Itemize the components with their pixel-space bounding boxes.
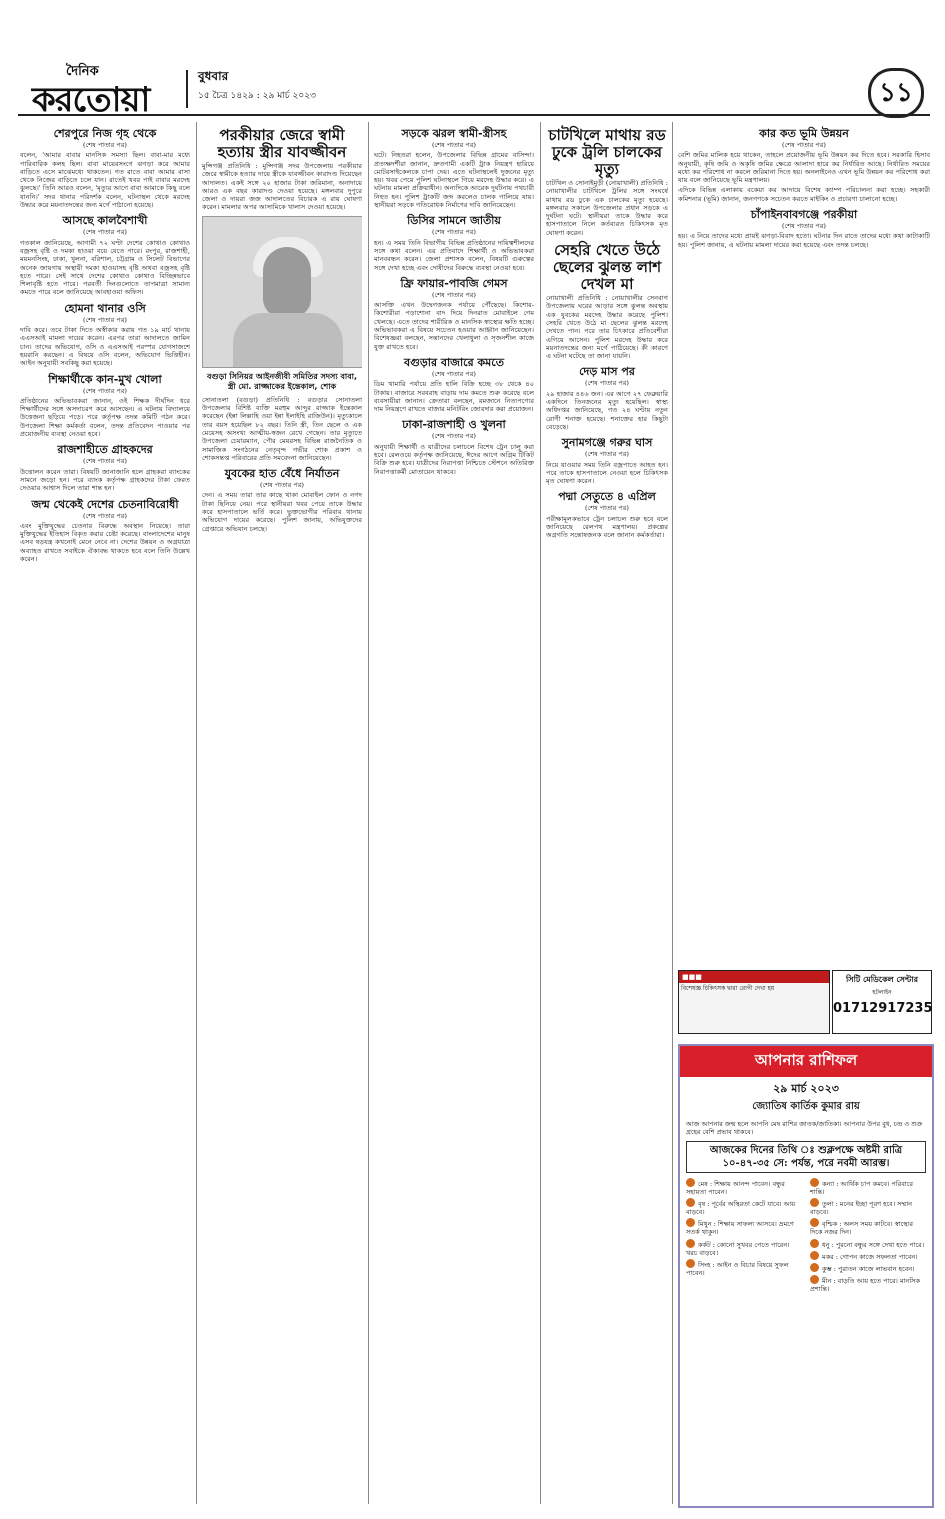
headline[interactable]: শিক্ষার্থীকে কান-মুখ খোলা — [48, 372, 162, 386]
article-text: ২৯ হাজার ৪৪৬ জন। এর আগে ২৭ ফেব্রুয়ারি একদিনে তিনজনের মৃত্যু হয়েছিল। স্বাস্থ্য অধিদপ্তর জানিয়েছে, গত ২৪ ঘণ্টায় নতুন রোগী শনাক্ত হয়েছে। শনাক্তের হার কিছুটা বেড়েছে। — [546, 389, 668, 431]
zodiac-icon — [810, 1263, 819, 1272]
article-text: এবং মুক্তিযুদ্ধের চেতনার বিরুদ্ধে অবস্থান নিয়েছে। তারা মুক্তিযুদ্ধের ইতিহাস বিকৃত করার চেষ্টা করেছে। বাংলাদেশের মানুষ এসব ষড়যন্ত্র কখনোই মেনে নেবে না। দেশের উন্নয়ন ও অগ্রযাত্রা অব্যাহত রাখতে সবাইকে ঐক্যবদ্ধ থাকতে হবে বলে তিনি উল্লেখ করেন। — [20, 521, 190, 563]
portrait-photo — [202, 216, 362, 368]
sign-entry: কর্কট : কোনো সুখবর পেতে পারেন। খরচ বাড়বে। — [686, 1240, 790, 1257]
headline[interactable]: হোমনা থানার ওসি — [64, 301, 146, 315]
zodiac-icon — [810, 1251, 819, 1260]
headline[interactable]: রাজশাহীতে গ্রাহকদের — [57, 443, 153, 457]
ad-banner: ■■■ — [679, 971, 829, 983]
continued-label: (শেষ পাতার পর) — [83, 315, 127, 324]
horoscope-date: ২৯ মার্চ ২০২৩ — [773, 1082, 839, 1095]
headline[interactable]: সড়কে ঝরল স্বামী-স্ত্রীসহ — [401, 127, 507, 140]
tithi-box: আজকের দিনের তিথি ঃ শুক্লপক্ষে অষ্টমী রাত্রি ১০-৪৭-৩৫ সে: পর্যন্ত, পরে নবমী আরম্ভ। — [686, 1141, 926, 1173]
zodiac-icon — [686, 1218, 695, 1227]
masthead-divider — [186, 70, 188, 108]
sign-entry: মীন : বাড়তি আয় হতে পারে। মানসিক প্রশান্তি। — [810, 1276, 921, 1293]
article-text: ডিম খামারি পর্যায়ে প্রতি হালি বিক্রি হচ্ছে ৩৮ থেকে ৪০ টাকায়। বাজারে সরবরাহ বাড়ায় দাম কমতে শুরু করেছে বলে ব্যবসায়ীরা জানান। ক্রেতারা বলছেন, রমজানে নিত্যপণ্যের দাম নিয়ন্ত্রণে রাখতে বাজার মনিটরিং জোরদার করা প্রয়োজন। — [374, 380, 534, 414]
horoscope-title: আপনার রাশিফল — [680, 1046, 932, 1077]
article-text: চাটখিল ও সোনাইমুড়ী (নোয়াখালী) প্রতিনিধি : নোয়াখালীর চাটখিলে ট্রলির সঙ্গে সংঘর্ষে মাথায় রড ঢুকে এক চালকের মৃত্যু হয়েছে। মঙ্গলবার সকালে উপজেলার প্রধান সড়কে এ দুর্ঘটনা ঘটে। স্থানীয়রা তাকে উদ্ধার করে হাসপাতালে নিলে কর্তব্যরত চিকিৎসক মৃত ঘোষণা করেন। — [546, 179, 668, 237]
continued-label: (শেষ পাতার পর) — [83, 141, 127, 149]
newspaper-logo-small: দৈনিক — [66, 64, 99, 79]
article-text: ঘটে। নিহতরা হলেন, উপজেলার বিভিন্ন গ্রামের বাসিন্দা। প্রত্যক্ষদর্শীরা জানান, দ্রুতগামী একটি ট্রাক নিয়ন্ত্রণ হারিয়ে মোটরসাইকেলকে চাপা দেয়। এতে ঘটনাস্থলেই দুজনের মৃত্যু হয়। খবর পেয়ে পুলিশ ঘটনাস্থলে গিয়ে মরদেহ উদ্ধার করে। এ ঘটনায় মামলা প্রক্রিয়াধীন। অন্যদিকে আরেক দুর্ঘটনায় পথচারী নিহত হন। পুলিশ ট্রাকটি জব্দ করলেও চালক পালিয়ে যায়। স্থানীয়রা সড়কে গতিরোধক নির্মাণের দাবি জানিয়েছেন। — [374, 151, 534, 210]
sign-entry: তুলা : মনের ইচ্ছা পূরণ হবে। সম্মান বাড়বে। — [810, 1200, 913, 1217]
advertisement-right[interactable] — [832, 970, 932, 1034]
column-5 — [678, 122, 930, 962]
headline[interactable]: পরকীয়ার জেরে স্বামী হত্যায় স্ত্রীর যাবজ্জীবন — [217, 126, 347, 161]
continued-label: (শেষ পাতার পর) — [585, 450, 629, 459]
article-text: নোয়াখালী প্রতিনিধি : নোয়াখালীর সেনবাগ উপজেলায় ঘরের আড়ার সঙ্গে ঝুলন্ত অবস্থায় এক যুবকের মরদেহ উদ্ধার করেছে পুলিশ। সেহরি খেতে উঠে মা ছেলের ঝুলন্ত মরদেহ দেখতে পান। পরে তার চিৎকারে প্রতিবেশীরা এগিয়ে আসেন। পুলিশ মরদেহ উদ্ধার করে ময়নাতদন্তের জন্য মর্গে পাঠিয়েছে। কী কারণে এ ঘটনা ঘটেছে তা জানা যায়নি। — [546, 294, 668, 361]
continued-label: (শেষ পাতার পর) — [432, 228, 476, 237]
zodiac-icon — [686, 1178, 695, 1187]
zodiac-icon — [810, 1198, 819, 1207]
sign-entry: বৃষ : পূর্বের অস্থিরতা কেটে যাবে। আয় বাড়বে। — [686, 1200, 796, 1217]
continued-label: (শেষ পাতার পর) — [260, 481, 304, 490]
sign-entry: মকর : গোপন কাজে সফলতা পাবেন। — [810, 1251, 926, 1261]
masthead — [18, 64, 930, 120]
sign-entry: কুম্ভ : পুরাতন কাজে লাভবান হবেন। — [810, 1263, 926, 1273]
article-text: নিয়ে যাওয়ার সময় তিনি বজ্রপাতে আহত হন। পরে তাকে হাসপাতালে নেওয়া হলে চিকিৎসক মৃত ঘোষণা করেন। — [546, 460, 668, 486]
article-text: আসক্তি এখন উদ্বেগজনক পর্যায়ে পৌঁছেছে। কিশোর-কিশোরীরা পড়াশোনা বাদ দিয়ে দিনরাত মোবাইলে গেম খেলছে। এতে তাদের শারীরিক ও মানসিক স্বাস্থ্যের ক্ষতি হচ্ছে। অভিভাবকরা এ বিষয়ে সচেতন হওয়ার আহ্বান জানিয়েছেন। বিশেষজ্ঞরা বলছেন, সন্তানদের খেলাধুলা ও সৃজনশীল কাজে যুক্ত রাখতে হবে। — [374, 301, 534, 351]
article-text: উত্তোলন করেন তারা। বিষয়টি জানাজানি হলে গ্রাহকরা ব্যাংকের সামনে জড়ো হন। পরে ব্যাংক কর্তৃপক্ষ গ্রাহকদের টাকা ফেরত দেওয়ার আশ্বাস দিলে তারা শান্ত হন। — [20, 467, 190, 493]
zodiac-icon — [810, 1239, 819, 1248]
column-3 — [374, 122, 534, 1502]
zodiac-icon — [810, 1275, 819, 1284]
horoscope-astrologer: জ্যোতিষ কার্তিক কুমার রায় — [752, 1101, 860, 1112]
photo-caption: বগুড়া সিনিয়র আইনজীবী সমিতির সদস্য বাবা, স্ত্রী মো. রাজ্জাকের ইন্তেকাল, শোক — [206, 371, 358, 391]
sign-entry: বৃশ্চিক : অলস সময় কাটবে। স্বাস্থ্যের দিকে নজর দিন। — [810, 1220, 913, 1237]
article-text: হন। এ সময় তিনি বিভাগীয় বিভিন্ন প্রতিষ্ঠানের দায়িত্বশীলদের সঙ্গে কথা বলেন। এর প্রতিবাদে শিক্ষার্থী ও অভিভাবকরা মানববন্ধন করেন। জেলা প্রশাসক বলেন, বিষয়টি গুরুত্বের সঙ্গে দেখা হচ্ছে এবং দোষীদের বিরুদ্ধে ব্যবস্থা নেওয়া হবে। — [374, 238, 534, 272]
continued-label: (শেষ পাতার পর) — [782, 141, 826, 149]
headline[interactable]: ঢাকা-রাজশাহী ও খুলনা — [402, 418, 506, 432]
continued-label: (শেষ পাতার পর) — [432, 290, 476, 299]
continued-label: (শেষ পাতার পর) — [585, 504, 629, 513]
article-text: বেশি জমির মালিক হয়ে থাকেন, তাহলে প্রয়োজনীয় ভূমি উন্নয়ন কর দিতে হবে। সরকারি হিসাব অনুযায়ী, কৃষি জমি ও অকৃষি জমির ক্ষেত্রে আলাদা হারে কর নির্ধারিত আছে। নির্ধারিত সময়ের মধ্যে কর পরিশোধ না করলে জরিমানা দিতে হয়। অনলাইনেও এখন ভূমি উন্নয়ন কর পরিশোধ করা যায় বলে জানিয়েছে ভূমি মন্ত্রণালয়। — [678, 151, 930, 185]
headline[interactable]: কার কত ভূমি উন্নয়ন — [759, 127, 849, 140]
advertisement-left[interactable] — [678, 970, 830, 1034]
headline[interactable]: পদ্মা সেতুতে ৪ এপ্রিল — [558, 490, 656, 504]
continued-label: (শেষ পাতার পর) — [83, 386, 127, 395]
column-rule — [540, 122, 541, 1504]
weekday: বুধবার — [198, 69, 229, 83]
headline[interactable]: চাঁপাইনবাবগঞ্জে পরকীয়া — [750, 208, 858, 222]
continued-label: (শেষ পাতার পর) — [83, 228, 127, 237]
column-rule — [196, 122, 197, 1504]
headline[interactable]: দেড় মাস পর — [579, 365, 635, 379]
article-text: বলেন, 'আমার বাবার মানসিক সমস্যা ছিল। বাবা-মার মধ্যে পারিবারিক কলহ ছিল। বাবা মায়েরসংগে ঝগড়া করে আমার বাড়িতে এসে মাঝেমধ্যে থাকতেন। গত রাতে বাবা আমার বাসা থেকে নিজের বাড়িতে চলে যান। রাতেই খবর পাই বাবার মরদেহ ঝুলছে।' তিনি আরও বলেন, 'মৃত্যুর আগে বাবা আমাকে কিছু বলে যাননি।' সদর থানার পরিদর্শক বলেন, ঘটনাস্থল থেকে মরদেহ উদ্ধার করে ময়নাতদন্তের জন্য মর্গে পাঠানো হয়েছে। — [20, 151, 190, 210]
continued-label: (শেষ পাতার পর) — [782, 222, 826, 231]
continued-label: (শেষ পাতার পর) — [432, 369, 476, 378]
article-text: দেন। এ সময় তারা তার কাছে থাকা মোবাইল ফোন ও নগদ টাকা ছিনিয়ে নেয়। পরে স্থানীয়রা খবর পেয়ে তাকে উদ্ধার করে হাসপাতালে ভর্তি করে। ভুক্তভোগীর পরিবার থানায় অভিযোগ দায়ের করেছে। পুলিশ জানায়, অভিযুক্তদের গ্রেপ্তারে অভিযান চলছে। — [202, 491, 362, 533]
ad-phone[interactable]: 01712917235 — [833, 1001, 933, 1016]
zodiac-icon — [686, 1259, 695, 1268]
sign-entry: কন্যা : আর্থিক চাপ কমবে। পরিবারে শান্তি। — [810, 1180, 913, 1197]
ad-hotline-label: হটলাইন — [872, 989, 892, 996]
newspaper-logo: করতোয়া — [32, 80, 150, 120]
column-2 — [202, 122, 362, 1502]
headline[interactable]: ফ্রি ফায়ার-পাবজি গেমস — [400, 276, 508, 290]
continued-label: (শেষ পাতার পর) — [585, 379, 629, 388]
ad-title: সিটি মেডিকেল সেন্টার — [846, 975, 918, 984]
headline[interactable]: শেরপুরে নিজ গৃহ থেকে — [53, 127, 157, 140]
column-rule — [672, 122, 673, 1504]
headline[interactable]: সেহরি খেতে উঠে ছেলের ঝুলন্ত লাশ দেখল মা — [552, 241, 662, 294]
article-text: সোনাতলা (বগুড়া) প্রতিনিধি : বগুড়ার সোনাতলা উপজেলার বিশিষ্ট ব্যক্তি মরহুম আব্দুর রাজ্জাক ইন্তেকাল করেছেন (ইন্না লিল্লাহি ওয়া ইন্না ইলাইহি রাজিউন)। মৃত্যুকালে তার বয়স হয়েছিল ৮২ বছর। তিনি স্ত্রী, তিন ছেলে ও এক মেয়েসহ অসংখ্য আত্মীয়-স্বজন রেখে গেছেন। তার মৃত্যুতে উপজেলা চেয়ারম্যান, পৌর মেয়রসহ বিভিন্ন রাজনৈতিক ও সামাজিক সংগঠনের নেতৃবৃন্দ গভীর শোক প্রকাশ ও শোকসন্তপ্ত পরিবারের প্রতি সমবেদনা জানিয়েছেন। — [202, 395, 362, 462]
headline[interactable]: জন্ম থেকেই দেশের চেতনাবিরোধী — [31, 497, 179, 511]
headline[interactable]: যুবকের হাত বেঁধে নির্যাতন — [224, 467, 340, 481]
horoscope-signs — [680, 1176, 932, 1295]
column-4 — [546, 122, 668, 1502]
dateline: ১৫ চৈত্র ১৪২৯ : ২৯ মার্চ ২০২৩ — [198, 91, 316, 101]
headline[interactable]: আসছে কালবৈশাখী — [62, 214, 148, 228]
zodiac-icon — [810, 1218, 819, 1227]
zodiac-icon — [810, 1178, 819, 1187]
article-text: এদিকে বিভিন্ন এলাকায় বকেয়া কর আদায়ে বিশেষ ক্যাম্প পরিচালনা করা হচ্ছে। সহকারী কমিশনার (ভূমি) জানান, জনগণকে সচেতন করতে মাইকিং ও প্রচারণা চালানো হচ্ছে। — [678, 186, 930, 203]
ad-text: বিশেষজ্ঞ চিকিৎসক দ্বারা রোগী দেখা হয় — [681, 985, 775, 992]
horoscope-box — [678, 1044, 934, 1508]
article-text: মুন্সিগঞ্জ প্রতিনিধি : মুন্সিগঞ্জ সদর উপজেলায় পরকীয়ার জেরে স্বামীকে হত্যার দায়ে স্ত্রীকে যাবজ্জীবন কারাদণ্ড দিয়েছেন আদালত। একই সঙ্গে ২০ হাজার টাকা জরিমানা, অনাদায়ে আরও এক বছর কারাদণ্ড দেওয়া হয়েছে। মঙ্গলবার দুপুরে জেলা ও দায়রা জজ আদালতের বিচারক এ রায় ঘোষণা করেন। মামলার অপর আসামিকে খালাস দেওয়া হয়েছে। — [202, 162, 362, 212]
continued-label: (শেষ পাতার পর) — [83, 511, 127, 520]
horoscope-intro: আজ আপনার জন্ম হলে আপনি মেষ রাশির জাতক/জাতিকা। আপনার উপর বুধ, চন্দ্র ও শুক্র গ্রহের বেশি প্রভাব থাকবে। — [686, 1120, 923, 1136]
column-rule — [368, 122, 369, 1504]
zodiac-icon — [686, 1239, 695, 1248]
zodiac-icon — [686, 1198, 695, 1207]
article-text: হয়। এ নিয়ে তাদের মধ্যে প্রায়ই ঝগড়া-বিবাদ হতো। ঘটনার দিন রাতে তাদের মধ্যে কথা কাটাকাটি হয়। পুলিশ জানায়, এ ঘটনায় মামলা দায়ের করা হয়েছে এবং তদন্ত চলছে। — [678, 232, 930, 249]
article-text: অনুযায়ী শিক্ষার্থী ও যাত্রীদের চলাচলে বিশেষ ট্রেন চালু করা হবে। রেলওয়ে কর্তৃপক্ষ জানিয়েছে, ঈদের আগে অগ্রিম টিকিট বিক্রি শুরু হবে। যাত্রীদের নিরাপত্তা নিশ্চিতে স্টেশনে অতিরিক্ত নিরাপত্তাকর্মী মোতায়েন থাকবে। — [374, 442, 534, 476]
headline[interactable]: চাটখিলে মাথায় রড ঢুকে ট্রলি চালকের মৃত্যু — [548, 126, 666, 178]
article-text: দাবি করে। তবে টাকা দিতে অস্বীকার করায় গত ১৯ মার্চ থানায় এএসআই মামলা দায়ের করেন। এরপর তারা আদালতে জামিন চান। তাদের অভিযোগ, ওসি ও এএসআই পরস্পর যোগসাজশে হয়রানি করছেন। এ বিষয়ে ওসি বলেন, অভিযোগ ভিত্তিহীন। আইন অনুযায়ী সবকিছু করা হয়েছে। — [20, 326, 190, 368]
headline[interactable]: ডিসির সামনে জাতীয় — [407, 214, 501, 228]
sign-entry: সিংহ : আইন ও বিচার বিষয়ে সুফল পাবেন। — [686, 1260, 789, 1277]
sign-entry: মিথুন : শিক্ষায় সাফল্য আসবে। ভ্রমণে সতর্ক থাকুন। — [686, 1220, 794, 1237]
column-1 — [20, 122, 190, 1502]
article-text: প্রতিষ্ঠানের অভিভাবকরা জানান, ওই শিক্ষক দীর্ঘদিন ধরে শিক্ষার্থীদের সঙ্গে অসদাচরণ করে আসছেন। এ ঘটনায় বিদ্যালয়ে উত্তেজনা ছড়িয়ে পড়ে। পরে কর্তৃপক্ষ তদন্ত কমিটি গঠন করে। উপজেলা শিক্ষা কর্মকর্তা বলেন, তদন্ত প্রতিবেদন পাওয়ার পর প্রয়োজনীয় ব্যবস্থা নেওয়া হবে। — [20, 396, 190, 439]
page-number: ১১ — [868, 68, 924, 118]
article-text: পরীক্ষামূলকভাবে ট্রেন চলাচল শুরু হবে বলে জানিয়েছে রেলপথ মন্ত্রণালয়। প্রকল্পের অগ্রগতি সন্তোষজনক বলে জানান কর্মকর্তারা। — [546, 514, 668, 540]
sign-entry: মেষ : শিক্ষায় আনন্দ পাবেন। বন্ধুর সহায়তা পাবেন। — [686, 1180, 785, 1197]
headline[interactable]: সুনামগঞ্জে গরুর ঘাস — [561, 436, 653, 450]
sign-entry: ধনু : পুরনো বন্ধুর সঙ্গে দেখা হতে পারে। — [810, 1239, 926, 1249]
continued-label: (শেষ পাতার পর) — [83, 457, 127, 466]
continued-label: (শেষ পাতার পর) — [432, 432, 476, 441]
article-text: গতকাল জানিয়েছে, আগামী ৭২ ঘণ্টা দেশের কোথাও কোথাও বজ্রসহ বৃষ্টি ও দমকা হাওয়া বয়ে যেতে পারে। রংপুর, রাজশাহী, ময়মনসিংহ, ঢাকা, খুলনা, বরিশাল, চট্টগ্রাম ও সিলেট বিভাগের অনেক জায়গায় অস্থায়ী দমকা হাওয়াসহ বৃষ্টি অথবা বজ্রসহ বৃষ্টি হতে পারে। সেই সাথে দেশের কোথাও কোথাও বিচ্ছিন্নভাবে শিলাবৃষ্টি হতে পারে। পরবর্তী দিনগুলোতে তাপমাত্রা সামান্য কমতে পারে বলে জানিয়েছে আবহাওয়া অফিস। — [20, 238, 190, 297]
headline[interactable]: বগুড়ার বাজারে কমতে — [404, 355, 504, 369]
continued-label: (শেষ পাতার পর) — [432, 141, 476, 149]
